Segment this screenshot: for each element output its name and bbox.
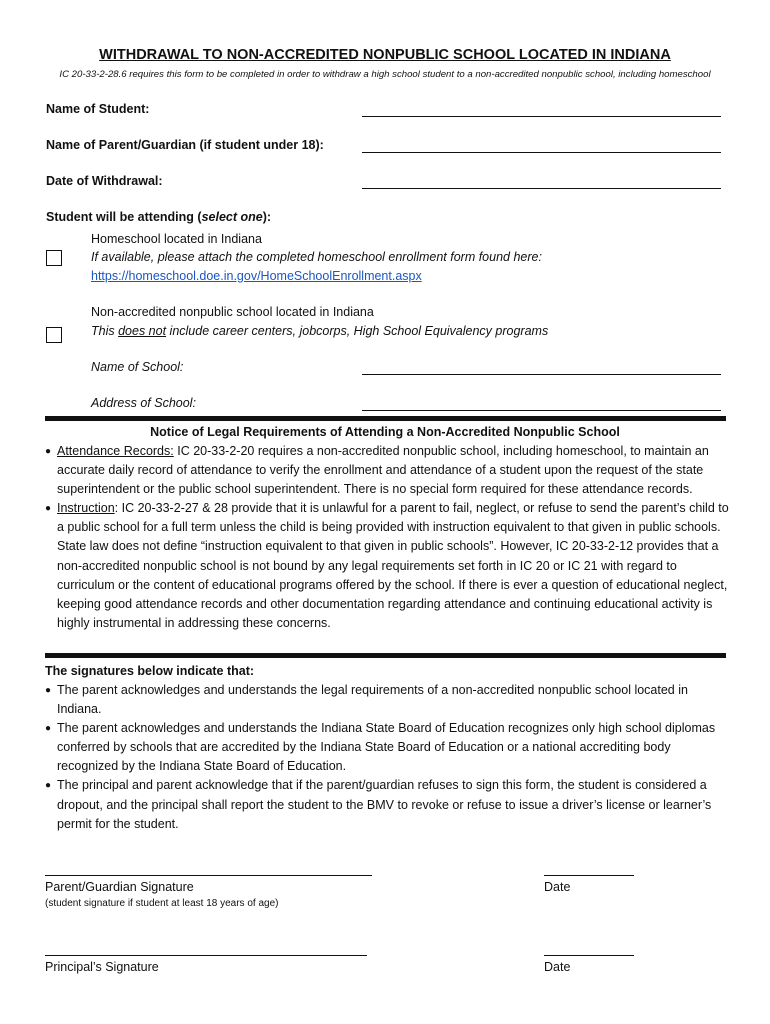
principal-signature-line[interactable] — [45, 955, 367, 956]
nonpublic-checkbox[interactable] — [46, 327, 62, 343]
withdrawal-date-field[interactable] — [362, 173, 721, 189]
school-name-field[interactable] — [362, 359, 721, 375]
student-name-label: Name of Student: — [46, 102, 150, 116]
parent-date-line[interactable] — [544, 875, 634, 876]
section-divider — [45, 653, 726, 658]
principal-date-line[interactable] — [544, 955, 634, 956]
student-name-field[interactable] — [362, 101, 721, 117]
parent-date-label: Date — [544, 880, 571, 894]
signatures-list — [45, 681, 731, 834]
school-name-label: Name of School: — [91, 360, 184, 374]
principal-date-label: Date — [544, 960, 571, 974]
section-divider — [45, 416, 726, 421]
list-item: ● Instruction: IC 20-33-2-27 & 28 provide that it is unlawful for a parent to fail, neglect, or refuse to send the parent’s child to a public school for a full term unless the child is being provided with instruction equivalent to that given in public schools. State law does not define “instruction equivalent to that given in public schools”. However, IC 20-33-2-12 provides that a non-accredited nonpublic school is not bound by any legal requirements set forth in IC 20 or IC 21 with regard to curriculum or the content of educational programs offered by the school. If there is ever a question of educational neglect, keeping good attendance records and other documentation regarding attendance and continuing educational activity is highly instrumental in addressing these concerns. — [45, 501, 729, 630]
withdrawal-date-label: Date of Withdrawal: — [46, 174, 163, 188]
list-item: ● The parent acknowledges and understands the Indiana State Board of Education recognizes only high school diplomas conferred by schools that are accredited by the Indiana State Board of Education or a national accrediting body recognized by the Indiana State Board of Education. — [45, 721, 716, 774]
option-nonpublic-note: This does not include career centers, jobcorps, High School Equivalency programs — [91, 324, 549, 338]
list-item: ● The parent acknowledges and understands the legal requirements of a non-accredited nonpublic school located in Indiana. — [45, 683, 688, 717]
option-homeschool-note: If available, please attach the completed homeschool enrollment form found here: — [91, 250, 542, 264]
list-item: ● Attendance Records: IC 20-33-2-20 requires a non-accredited nonpublic school, including homeschool, to maintain an accurate daily record of attendance to verify the enrollment and attendance of a student upon the request of the state superintendent or the public school superintendent. There is no special form required for these attendance records. — [45, 444, 709, 497]
principal-signature-label: Principal’s Signature — [45, 960, 159, 974]
option-nonpublic-title: Non-accredited nonpublic school located in Indiana — [91, 305, 374, 319]
signatures-heading: The signatures below indicate that: — [45, 664, 255, 678]
homeschool-enrollment-link[interactable]: https://homeschool.doe.in.gov/HomeSchoolEnrollment.aspx — [91, 269, 422, 283]
parent-signature-note: (student signature if student at least 18 years of age) — [45, 898, 279, 909]
form-subtitle: IC 20-33-2-28.6 requires this form to be completed in order to withdraw a high school student to a non-accredited nonpublic school, including homeschool — [59, 69, 711, 80]
school-address-field[interactable] — [362, 395, 721, 411]
school-address-label: Address of School: — [91, 396, 196, 410]
parent-signature-label: Parent/Guardian Signature — [45, 880, 194, 894]
attending-heading: Student will be attending (select one): — [46, 210, 272, 224]
form-title: WITHDRAWAL TO NON-ACCREDITED NONPUBLIC SCHOOL LOCATED IN INDIANA — [99, 47, 671, 63]
list-item: ● The principal and parent acknowledge that if the parent/guardian refuses to sign this form, the student is considered a dropout, and the principal shall report the student to the BMV to revoke or refuse to issue a driver’s license or learner’s permit for the student. — [45, 778, 712, 831]
parent-name-field[interactable] — [362, 137, 721, 153]
notice-heading: Notice of Legal Requirements of Attending a Non-Accredited Nonpublic School — [150, 425, 620, 439]
option-homeschool-title: Homeschool located in Indiana — [91, 232, 262, 246]
notice-list — [45, 442, 731, 633]
parent-name-label: Name of Parent/Guardian (if student under 18): — [46, 138, 324, 152]
parent-signature-line[interactable] — [45, 875, 372, 876]
homeschool-checkbox[interactable] — [46, 250, 62, 266]
